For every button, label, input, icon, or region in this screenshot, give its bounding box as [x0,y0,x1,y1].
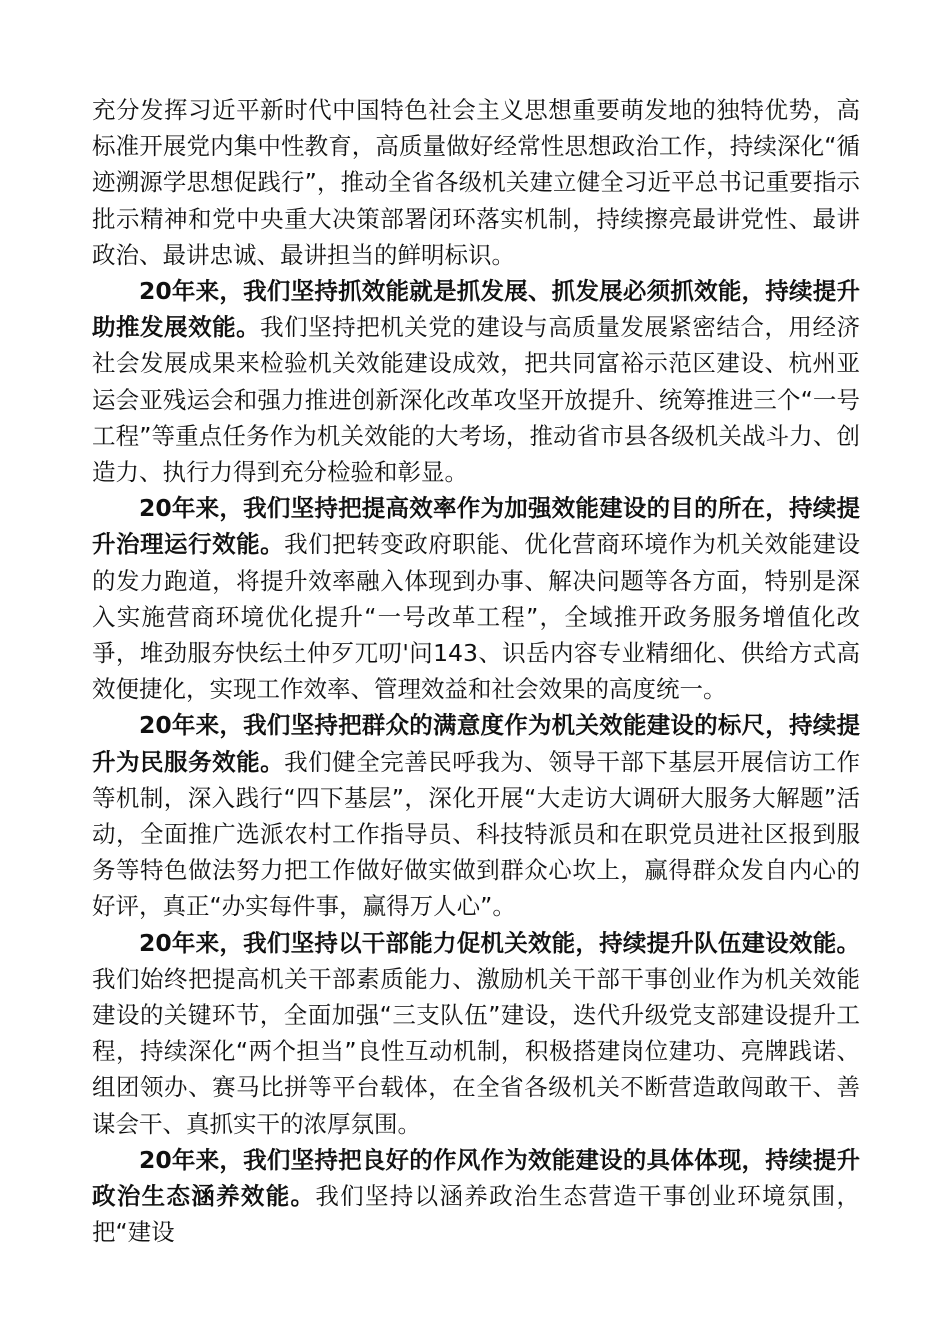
paragraph-5-body: 我们始终把提高机关干部素质能力、激励机关干部干事创业作为机关效能建设的关键环节，全面加强“三支队伍”建设，迭代升级党支部建设提升工程，持续深化“两个担当”良性互动机制，积极搭建岗位建功、亮牌践诺、组团领办、赛马比拼等平台载体，在全省各级机关不断营造敢闯敢干、善谋会干、真抓实干的浓厚氛围。 [92,964,860,1138]
document-page [92,92,860,1251]
paragraph-5 [92,925,860,1142]
paragraph-4-lead: 20年来，我们坚持把群众的满意度作为机关效能建设的标尺，持续提升为民服务效能。 [92,711,860,776]
paragraph-1 [92,92,860,273]
paragraph-2-body: 我们坚持把机关党的建设与高质量发展紧密结合，用经济社会发展成果来检验机关效能建设成效，把共同富裕示范区建设、杭州亚运会亚残运会和强力推进创新深化改革攻坚开放提升、统筹推进三个“一号工程”等重点任务作为机关效能的大考场，推动省市县各级机关战斗力、创造力、执行力得到充分检验和彰显。 [92,313,861,487]
paragraph-3-body: 我们把转变政府职能、优化营商环境作为机关效能建设的发力跑道，将提升效率融入体现到办事、解决问题等各方面，特别是深入实施营商环境优化提升“一号改革工程”，全域推开政务服务增值化改爭，堆劲服夯快纭土仲歹兀叨'问143、识岳内容专业精细化、供给方式高效便捷化，实现工作效率、管理效益和社会效果的高度统一。 [92,530,861,704]
paragraph-1-body: 充分发挥习近平新时代中国特色社会主义思想重要萌发地的独特优势，高标准开展党内集中性教育，高质量做好经常性思想政治工作，持续深化“循迹溯源学思想促践行”，推动全省各级机关建立健全习近平总书记重要指示批示精神和党中央重大决策部署闭环落实机制，持续擦亮最讲党性、最讲政治、最讲忠诚、最讲担当的鲜明标识。 [92,96,860,269]
paragraph-6-body: 我们坚持以涵养政治生态营造干事创业环境氛围，把“建设 [92,1182,861,1247]
paragraph-4-body: 我们健全完善民呼我为、领导干部下基层开展信访工作等机制，深入践行“四下基层”，深化开展“大走访大调研大服务大解题”活动，全面推广选派农村工作指导员、科技特派员和在职党员进社区报到服务等特色做法努力把工作做好做实做到群众心坎上，赢得群众发自内心的好评，真正“办实每件事，赢得万人心”。 [92,747,861,921]
paragraph-4 [92,707,860,924]
paragraph-5-lead: 20年来，我们坚持以干部能力促机关效能，持续提升队伍建设效能。 [139,928,860,957]
paragraph-2 [92,273,860,490]
paragraph-3 [92,490,860,707]
paragraph-3-lead: 20年来，我们坚持把提高效率作为加强效能建设的目的所在，持续提升治理运行效能。 [92,494,860,559]
paragraph-6 [92,1142,860,1251]
paragraph-2-lead: 20年来，我们坚持抓效能就是抓发展、抓发展必须抓效能，持续提升助推发展效能。 [92,277,860,342]
paragraph-6-lead: 20年来，我们坚持把良好的作风作为效能建设的具体体现，持续提升政治生态涵养效能。 [92,1145,860,1211]
